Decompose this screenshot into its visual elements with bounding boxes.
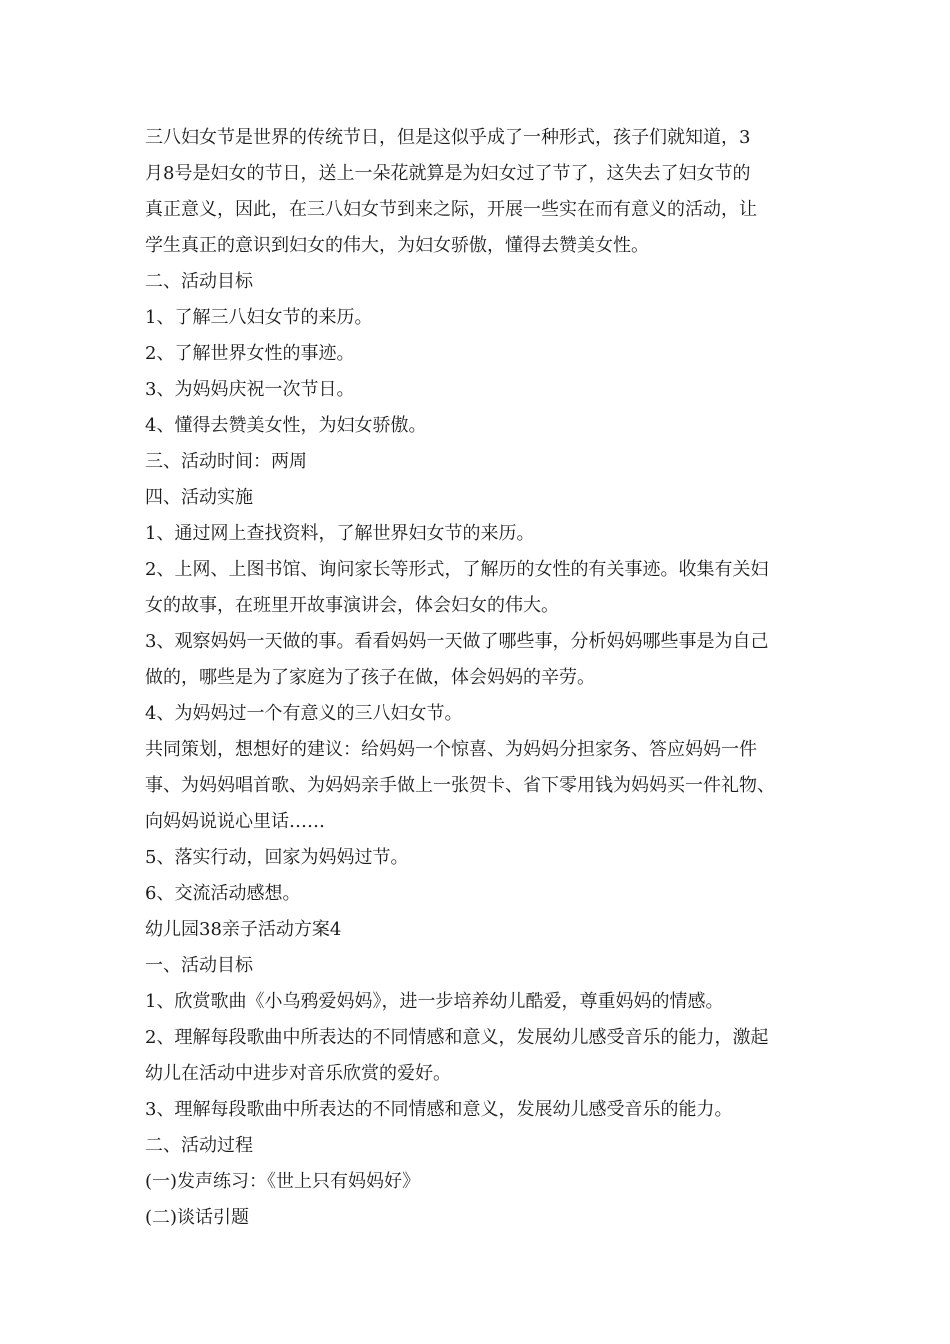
paragraph-line: 女的故事，在班里开故事演讲会，体会妇女的伟大。: [145, 595, 559, 616]
paragraph-line: 2、理解每段歌曲中所表达的不同情感和意义，发展幼儿感受音乐的能力，激起: [145, 1027, 769, 1048]
paragraph-impl-1: [145, 516, 825, 552]
paragraph-line: 1、欣赏歌曲《小乌鸦爱妈妈》，进一步培养幼儿酷爱，尊重妈妈的情感。: [145, 991, 724, 1012]
paragraph-plan4-title: [145, 912, 825, 948]
paragraph-goal-3: [145, 372, 825, 408]
paragraph-goal-1: [145, 300, 825, 336]
paragraph-p4-goal-heading: [145, 948, 825, 984]
paragraph-line: 1、了解三八妇女节的来历。: [145, 307, 373, 328]
paragraph-p4-goal-3: [145, 1092, 825, 1128]
paragraph-impl-6: [145, 876, 825, 912]
paragraph-line: 5、落实行动，回家为妈妈过节。: [145, 847, 409, 868]
paragraph-impl-4: [145, 696, 825, 732]
document-body: [145, 120, 825, 1236]
paragraph-line: 幼儿在活动中进步对音乐欣赏的爱好。: [145, 1063, 451, 1084]
paragraph-line: 4、懂得去赞美女性，为妇女骄傲。: [145, 415, 427, 436]
paragraph-impl-2: [145, 552, 825, 624]
paragraph-impl-3: [145, 624, 825, 696]
paragraph-goal-heading: [145, 264, 825, 300]
paragraph-line: 事、为妈妈唱首歌、为妈妈亲手做上一张贺卡、省下零用钱为妈妈买一件礼物、: [145, 775, 775, 796]
paragraph-line: 3、为妈妈庆祝一次节日。: [145, 379, 355, 400]
paragraph-intro: [145, 120, 825, 264]
paragraph-line: 3、理解每段歌曲中所表达的不同情感和意义，发展幼儿感受音乐的能力。: [145, 1099, 733, 1120]
paragraph-line: 共同策划，想想好的建议：给妈妈一个惊喜、为妈妈分担家务、答应妈妈一件: [145, 739, 757, 760]
paragraph-line: 二、活动目标: [145, 271, 253, 292]
paragraph-line: 月8号是妇女的节日，送上一朵花就算是为妇女过了节了，这失去了妇女节的: [145, 163, 751, 184]
paragraph-p4-process-2: [145, 1200, 825, 1236]
paragraph-line: 二、活动过程: [145, 1135, 253, 1156]
paragraph-p4-goal-2: [145, 1020, 825, 1092]
paragraph-impl-5: [145, 840, 825, 876]
paragraph-line: 幼儿园38亲子活动方案4: [145, 919, 342, 940]
paragraph-line: 学生真正的意识到妇女的伟大，为妇女骄傲，懂得去赞美女性。: [145, 235, 649, 256]
paragraph-line: 四、活动实施: [145, 487, 253, 508]
paragraph-line: (一)发声练习：《世上只有妈妈好》: [145, 1171, 421, 1192]
paragraph-impl-heading: [145, 480, 825, 516]
paragraph-line: 一、活动目标: [145, 955, 253, 976]
paragraph-plan: [145, 732, 825, 840]
paragraph-goal-2: [145, 336, 825, 372]
paragraph-line: 向妈妈说说心里话……: [145, 811, 325, 832]
paragraph-line: (二)谈话引题: [145, 1207, 250, 1228]
paragraph-line: 6、交流活动感想。: [145, 883, 301, 904]
paragraph-goal-4: [145, 408, 825, 444]
paragraph-time-heading: [145, 444, 825, 480]
paragraph-p4-process-heading: [145, 1128, 825, 1164]
paragraph-line: 真正意义，因此，在三八妇女节到来之际，开展一些实在而有意义的活动，让: [145, 199, 757, 220]
paragraph-line: 三、活动时间：两周: [145, 451, 307, 472]
paragraph-line: 做的，哪些是为了家庭为了孩子在做，体会妈妈的辛劳。: [145, 667, 595, 688]
paragraph-line: 4、为妈妈过一个有意义的三八妇女节。: [145, 703, 463, 724]
paragraph-line: 2、了解世界女性的事迹。: [145, 343, 355, 364]
paragraph-p4-goal-1: [145, 984, 825, 1020]
paragraph-p4-process-1: [145, 1164, 825, 1200]
paragraph-line: 3、观察妈妈一天做的事。看看妈妈一天做了哪些事，分析妈妈哪些事是为自己: [145, 631, 769, 652]
paragraph-line: 1、通过网上查找资料，了解世界妇女节的来历。: [145, 523, 535, 544]
paragraph-line: 三八妇女节是世界的传统节日，但是这似乎成了一种形式，孩子们就知道，3: [145, 127, 751, 148]
paragraph-line: 2、上网、上图书馆、询问家长等形式，了解历的女性的有关事迹。收集有关妇: [145, 559, 769, 580]
